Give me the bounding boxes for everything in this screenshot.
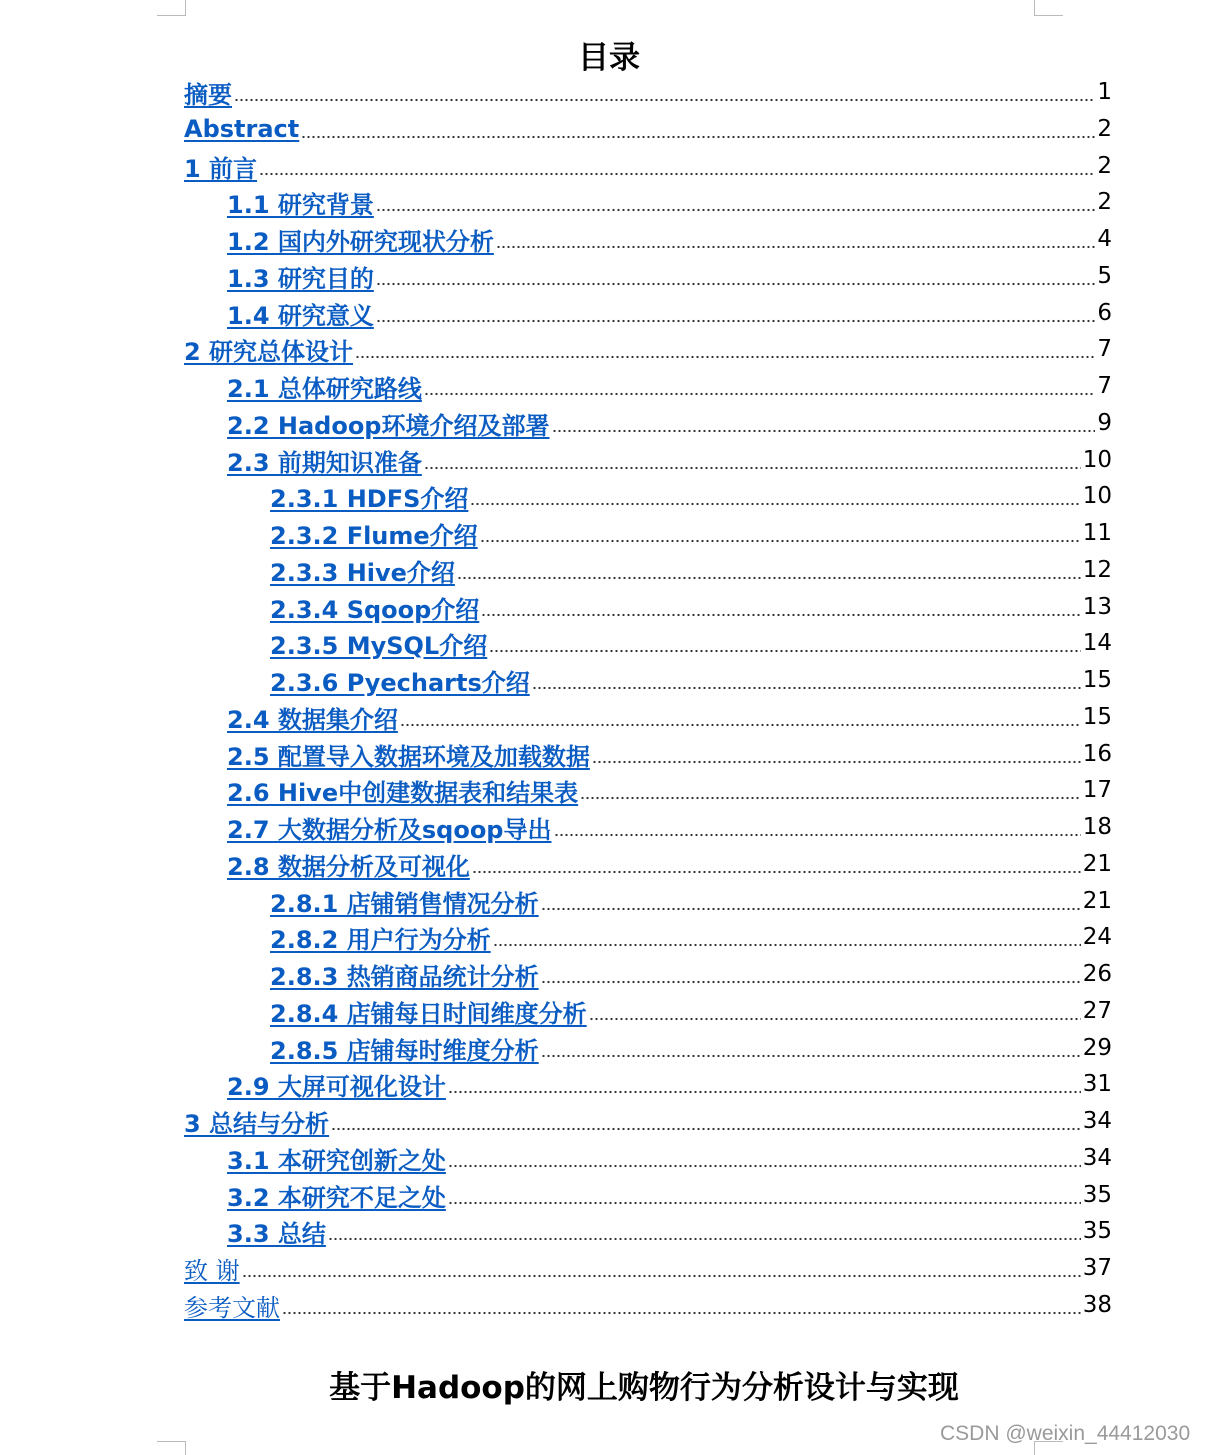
toc-entry-link[interactable]: 摘要 [184,80,232,109]
dot-leader [493,925,1081,949]
toc-entry[interactable] [227,1177,1112,1213]
toc-entry[interactable] [270,478,1112,514]
toc-entry[interactable] [227,736,1112,772]
toc-page-number: 27 [1082,998,1112,1024]
toc-page-number: 34 [1082,1145,1112,1171]
toc-entry-link[interactable]: 2.8.2 用户行为分析 [270,925,491,954]
toc-entry-link[interactable]: 1.1 研究背景 [227,190,374,219]
dot-leader [541,1036,1081,1060]
dot-leader [472,852,1081,876]
toc-entry-link[interactable]: 2.3.5 MySQL介绍 [270,631,488,660]
toc-entry[interactable] [184,74,1112,110]
toc-entry-link[interactable]: 3.3 总结 [227,1219,326,1248]
toc-entry[interactable] [270,625,1112,661]
toc-entry-link[interactable]: 2.3.2 Flume介绍 [270,521,478,550]
dot-leader [424,374,1095,398]
document-title: 基于Hadoop的网上购物行为分析设计与实现 [329,1370,959,1406]
toc-entry[interactable] [270,956,1112,992]
toc-entry-link[interactable]: 1.2 国内外研究现状分析 [227,227,494,256]
dot-leader [355,337,1095,361]
toc-entry[interactable] [227,295,1112,331]
toc-entry[interactable] [184,111,1112,147]
toc-entry[interactable] [227,258,1112,294]
toc-entry-link[interactable]: 2.5 配置导入数据环境及加载数据 [227,742,590,771]
toc-entry-link[interactable]: 致 谢 [184,1256,240,1285]
dot-leader [592,742,1081,766]
toc-entry-link[interactable]: 参考文献 [184,1293,280,1322]
toc-page-number: 15 [1082,704,1112,730]
dot-leader [481,595,1080,619]
dot-leader [470,484,1080,508]
toc-page-number: 35 [1082,1182,1112,1208]
toc-entry-link[interactable]: 2.2 Hadoop环境介绍及部署 [227,411,550,440]
dot-leader [328,1219,1081,1243]
toc-entry[interactable] [270,515,1112,551]
dot-leader [234,80,1095,104]
dot-leader [457,558,1081,582]
dot-leader [480,521,1081,545]
toc-entry[interactable] [227,1140,1112,1176]
toc-entry-link[interactable]: 2.1 总体研究路线 [227,374,422,403]
toc-page-number: 9 [1097,410,1112,436]
toc-page-number: 17 [1082,777,1112,803]
toc-heading: 目录 [578,40,640,76]
toc-entry[interactable] [270,552,1112,588]
toc-entry[interactable] [227,1213,1112,1249]
toc-entry[interactable] [184,148,1112,184]
toc-entry[interactable] [227,699,1112,735]
dot-leader [242,1256,1081,1280]
toc-page-number: 31 [1082,1071,1112,1097]
toc-entry[interactable] [270,662,1112,698]
toc-entry-link[interactable]: 2.8.4 店铺每日时间维度分析 [270,999,587,1028]
toc-entry-link[interactable]: 1.4 研究意义 [227,301,374,330]
toc-entry[interactable] [184,1250,1112,1286]
toc-entry-link[interactable]: 1.3 研究目的 [227,264,374,293]
toc-page-number: 15 [1082,667,1112,693]
dot-leader [589,999,1081,1023]
toc-page-number: 7 [1097,373,1112,399]
toc-entry[interactable] [184,331,1112,367]
dot-leader [489,631,1081,655]
toc-entry[interactable] [227,846,1112,882]
dot-leader [400,705,1081,729]
toc-page-number: 29 [1082,1035,1112,1061]
toc-entry[interactable] [270,1030,1112,1066]
toc-entry[interactable] [227,1066,1112,1102]
toc-page-number: 10 [1082,447,1112,473]
dot-leader [376,264,1095,288]
dot-leader [532,668,1081,692]
toc-entry-link[interactable]: 2.8.3 热销商品统计分析 [270,962,539,991]
dot-leader [282,1293,1081,1317]
toc-entry-link[interactable]: 3.2 本研究不足之处 [227,1183,446,1212]
toc-entry[interactable] [227,184,1112,220]
toc-entry[interactable] [227,772,1112,808]
dot-leader [331,1109,1081,1133]
toc-page-number: 4 [1097,226,1112,252]
toc-entry-link[interactable]: 1 前言 [184,154,258,183]
toc-entry[interactable] [270,589,1112,625]
toc-entry-link[interactable]: 2.3.3 Hive介绍 [270,558,455,587]
toc-entry[interactable] [270,993,1112,1029]
toc-entry-link[interactable]: Abstract [184,115,300,143]
dot-leader [554,815,1081,839]
toc-page-number: 2 [1097,189,1112,215]
dot-leader [376,301,1095,325]
toc-entry-link[interactable]: 2.3.4 Sqoop介绍 [270,595,480,624]
page-corner-mark [157,0,186,16]
dot-leader [301,117,1095,141]
toc-page-number: 24 [1082,924,1112,950]
toc-entry-link[interactable]: 2.9 大屏可视化设计 [227,1072,446,1101]
toc-page-number: 7 [1097,336,1112,362]
toc-page-number: 37 [1082,1255,1112,1281]
toc-entry[interactable] [227,221,1112,257]
dot-leader [424,448,1081,472]
toc-page-number: 26 [1082,961,1112,987]
toc-entry-link[interactable]: 2.8.5 店铺每时维度分析 [270,1036,539,1065]
toc-entry-link[interactable]: 2.8.1 店铺销售情况分析 [270,889,539,918]
toc-entry[interactable] [270,883,1112,919]
toc-entry-link[interactable]: 2.3.6 Pyecharts介绍 [270,668,530,697]
toc-entry-link[interactable]: 2.3 前期知识准备 [227,448,422,477]
toc-entry-link[interactable]: 2 研究总体设计 [184,337,354,366]
toc-page-number: 16 [1082,741,1112,767]
toc-entry-link[interactable]: 2.4 数据集介绍 [227,705,398,734]
toc-entry[interactable] [184,1287,1112,1323]
toc-page-number: 18 [1082,814,1112,840]
toc-page-number: 38 [1082,1292,1112,1318]
toc-page-number: 21 [1082,851,1112,877]
dot-leader [448,1072,1081,1096]
toc-entry[interactable] [227,809,1112,845]
watermark: CSDN @weixin_44412030 [940,1422,1191,1445]
dot-leader [259,154,1095,178]
dot-leader [448,1146,1081,1170]
toc-page-number: 2 [1097,153,1112,179]
toc-page-number: 34 [1082,1108,1112,1134]
toc-page-number: 1 [1097,79,1112,105]
dot-leader [580,778,1081,802]
toc-page-number: 11 [1082,520,1112,546]
toc-page-number: 5 [1097,263,1112,289]
dot-leader [541,889,1081,913]
toc-entry[interactable] [270,919,1112,955]
toc-entry-link[interactable]: 2.6 Hive中创建数据表和结果表 [227,778,579,807]
toc-page-number: 14 [1082,630,1112,656]
dot-leader [496,227,1095,251]
toc-entry-link[interactable]: 2.8 数据分析及可视化 [227,852,470,881]
toc-entry-link[interactable]: 2.3.1 HDFS介绍 [270,484,469,513]
toc-page-number: 2 [1097,116,1112,142]
dot-leader [448,1183,1081,1207]
toc-entry[interactable] [227,368,1112,404]
toc-entry[interactable] [227,405,1112,441]
toc-entry-link[interactable]: 3.1 本研究创新之处 [227,1146,446,1175]
toc-page-number: 6 [1097,300,1112,326]
toc-page-number: 12 [1082,557,1112,583]
dot-leader [541,962,1081,986]
page-corner-mark [1034,0,1063,16]
toc-page-number: 21 [1082,888,1112,914]
toc-entry-link[interactable]: 2.7 大数据分析及sqoop导出 [227,815,552,844]
dot-leader [376,190,1095,214]
page-corner-mark [157,1441,186,1455]
toc-page-number: 35 [1082,1218,1112,1244]
toc-entry[interactable] [227,442,1112,478]
toc-page-number: 13 [1082,594,1112,620]
toc-page-number: 10 [1082,483,1112,509]
toc-entry[interactable] [184,1103,1112,1139]
dot-leader [552,411,1096,435]
toc-entry-link[interactable]: 3 总结与分析 [184,1109,330,1138]
